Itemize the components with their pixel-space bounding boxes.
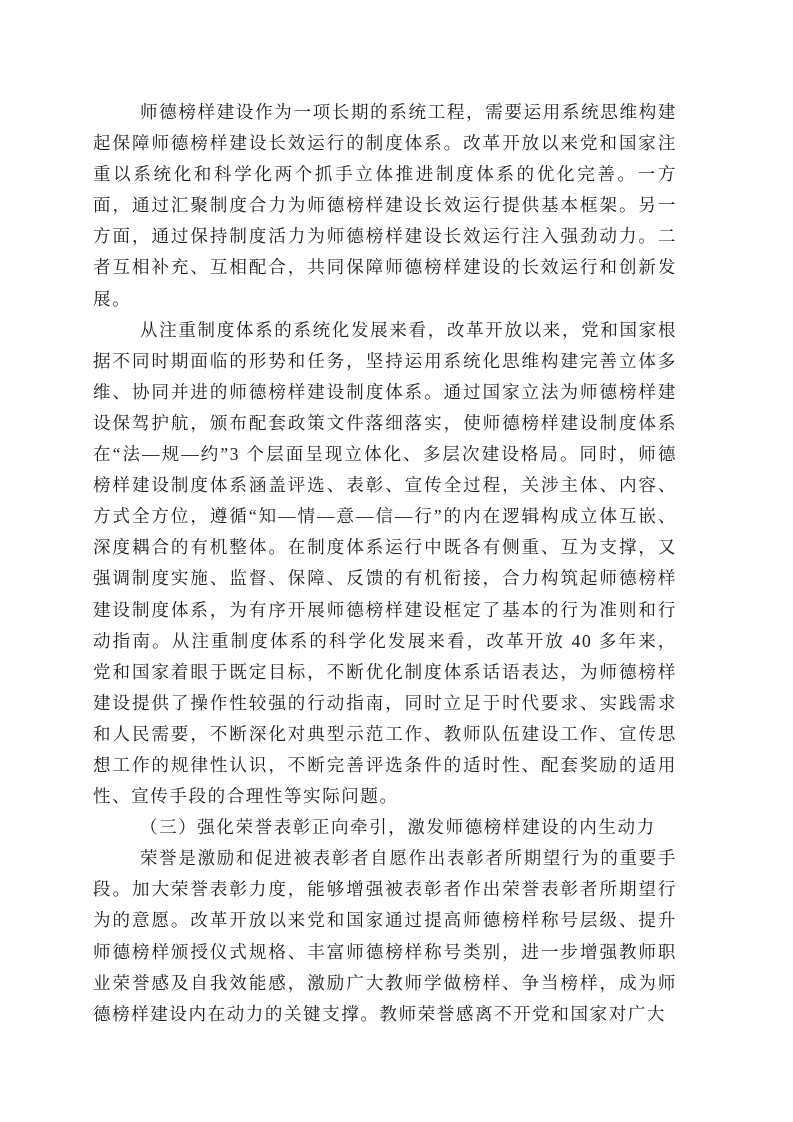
document-text-block xyxy=(93,97,677,1030)
body-paragraph-1: 师德榜样建设作为一项长期的系统工程，需要运用系统思维构建起保障师德榜样建设长效运行的制度体系。改革开放以来党和国家注重以系统化和科学化两个抓手立体推进制度体系的优化完善。一方面，通过汇聚制度合力为师德榜样建设长效运行提供基本框架。另一方面，通过保持制度活力为师德榜样建设长效运行注入强劲动力。二者互相补充、互相配合，共同保障师德榜样建设的长效运行和创新发展。 xyxy=(93,102,677,309)
body-paragraph-2: 从注重制度体系的系统化发展来看，改革开放以来，党和国家根据不同时期面临的形势和任务，坚持运用系统化思维构建完善立体多维、协同并进的师德榜样建设制度体系。通过国家立法为师德榜样建设保驾护航，颁布配套政策文件落细落实，使师德榜样建设制度体系在“法—规—约”3 个层面呈现立体化、多层次建设格局。同时，师德榜样建设制度体系涵盖评选、表彰、宣传全过程，关涉主体、内容、方式全方位，遵循“知—情—意—信—行”的内在逻辑构成立体互嵌、深度耦合的有机整体。在制度体系运行中既各有侧重、互为支撑，又强调制度实施、监督、保障、反馈的有机衔接，合力构筑起师德榜样建设制度体系，为有序开展师德榜样建设框定了基本的行为准则和行动指南。从注重制度体系的科学化发展来看，改革开放 40 多年来，党和国家着眼于既定目标，不断优化制度体系话语表达，为师德榜样建设提供了操作性较强的行动指南，同时立足于时代要求、实践需求和人民需要，不断深化对典型示范工作、教师队伍建设工作、宣传思想工作的规律性认识，不断完善评选条件的适时性、配套奖励的适用性、宣传手段的合理性等实际问题。 xyxy=(93,319,677,807)
body-paragraph-3: 荣誉是激励和促进被表彰者自愿作出表彰者所期望行为的重要手段。加大荣誉表彰力度，能够增强被表彰者作出荣誉表彰者所期望行为的意愿。改革开放以来党和国家通过提高师德榜样称号层级、提升师德榜样颁授仪式规格、丰富师德榜样称号类别，进一步增强教师职业荣誉感及自我效能感，激励广大教师学做榜样、争当榜样，成为师德榜样建设内在动力的关键支撑。教师荣誉感离不开党和国家对广大 xyxy=(93,848,677,1024)
section-heading: （三）强化荣誉表彰正向牵引，激发师德榜样建设的内生动力 xyxy=(140,817,656,838)
